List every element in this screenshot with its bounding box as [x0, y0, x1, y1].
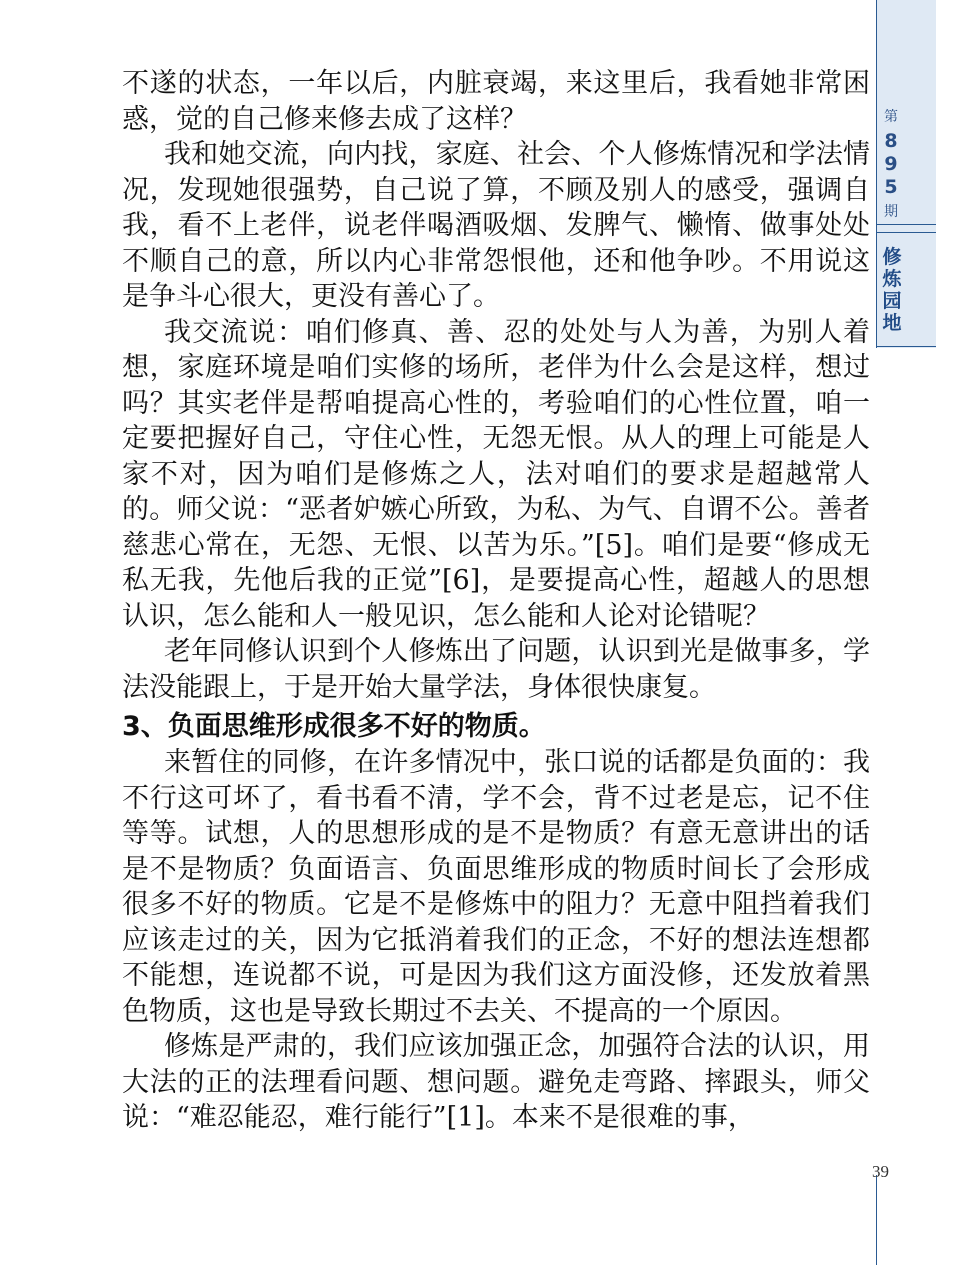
paragraph: 我交流说：咱们修真、善、忍的处处与人为善，为别人着想，家庭环境是咱们实修的场所，老伴为什么会是这样，想过吗？其实老伴是帮咱提高心性的，考验咱们的心性位置，咱一定要把握好自己，守住心性，无怨无恨。从人的理上可能是人家不对，因为咱们是修炼之人，法对咱们的要求是超越常人的。师父说：“恶者妒嫉心所致，为私、为气、自谓不公。善者慈悲心常在，无怨、无恨、以苦为乐。”[5]。咱们是要“修成无私无我，先他后我的正觉”[6]，是要提高心性，超越人的思想认识，怎么能和人一般见识，怎么能和人论对论错呢？	[122, 316, 870, 632]
section-label	[876, 246, 908, 334]
section-char: 园	[882, 290, 902, 312]
paragraph: 我和她交流，向内找，家庭、社会、个人修炼情况和学法情况，发现她很强势，自己说了算，不顾及别人的感受，强调自我，看不上老伴，说老伴喝酒吸烟、发脾气、懒惰、做事处处不顺自己的意，所以内心非常怨恨他，还和他争吵。不用说这是争斗心很大，更没有善心了。	[122, 139, 870, 312]
section-char: 炼	[882, 268, 902, 290]
issue-digit: 5	[884, 176, 898, 198]
paragraph: 不遂的状态，一年以后，内脏衰竭，来这里后，我看她非常困惑，觉的自己修来修去成了这样？	[122, 68, 870, 135]
issue-digit: 8	[884, 130, 898, 152]
issue-suffix: 期	[884, 204, 898, 220]
margin-rule	[876, 1175, 877, 1265]
section-char: 地	[882, 312, 902, 334]
section-heading: 3、负面思维形成很多不好的物质。	[122, 711, 546, 742]
sidebar-divider	[876, 224, 936, 225]
page-number: 39	[872, 1162, 889, 1181]
paragraph: 来暂住的同修，在许多情况中，张口说的话都是负面的：我不行这可坏了，看书看不清，学不会，背不过老是忘，记不住等等。试想，人的思想形成的是不是物质？有意无意讲出的话是不是物质？负面语言、负面思维形成的物质时间长了会形成很多不好的物质。它是不是修炼中的阻力？无意中阻挡着我们应该走过的关，因为它抵消着我们的正念，不好的想法连想都不能想，连说都不说，可是因为我们这方面没修，还发放着黑色物质，这也是导致长期过不去关、不提高的一个原因。	[122, 747, 870, 1027]
sidebar-divider	[876, 346, 936, 347]
sidebar-divider	[876, 232, 936, 233]
issue-digit: 9	[884, 153, 898, 175]
paragraph: 老年同修认识到个人修炼出了问题，认识到光是做事多，学法没能跟上，于是开始大量学法，身体很快康复。	[122, 636, 870, 703]
issue-prefix: 第	[884, 109, 898, 125]
issue-number	[876, 104, 906, 225]
article-body	[122, 66, 870, 1136]
section-char: 修	[882, 246, 902, 268]
paragraph: 修炼是严肃的，我们应该加强正念，加强符合法的认识，用大法的正的法理看问题、想问题。避免走弯路、摔跟头，师父说：“难忍能忍，难行能行”[1]。本来不是很难的事，	[122, 1031, 870, 1133]
